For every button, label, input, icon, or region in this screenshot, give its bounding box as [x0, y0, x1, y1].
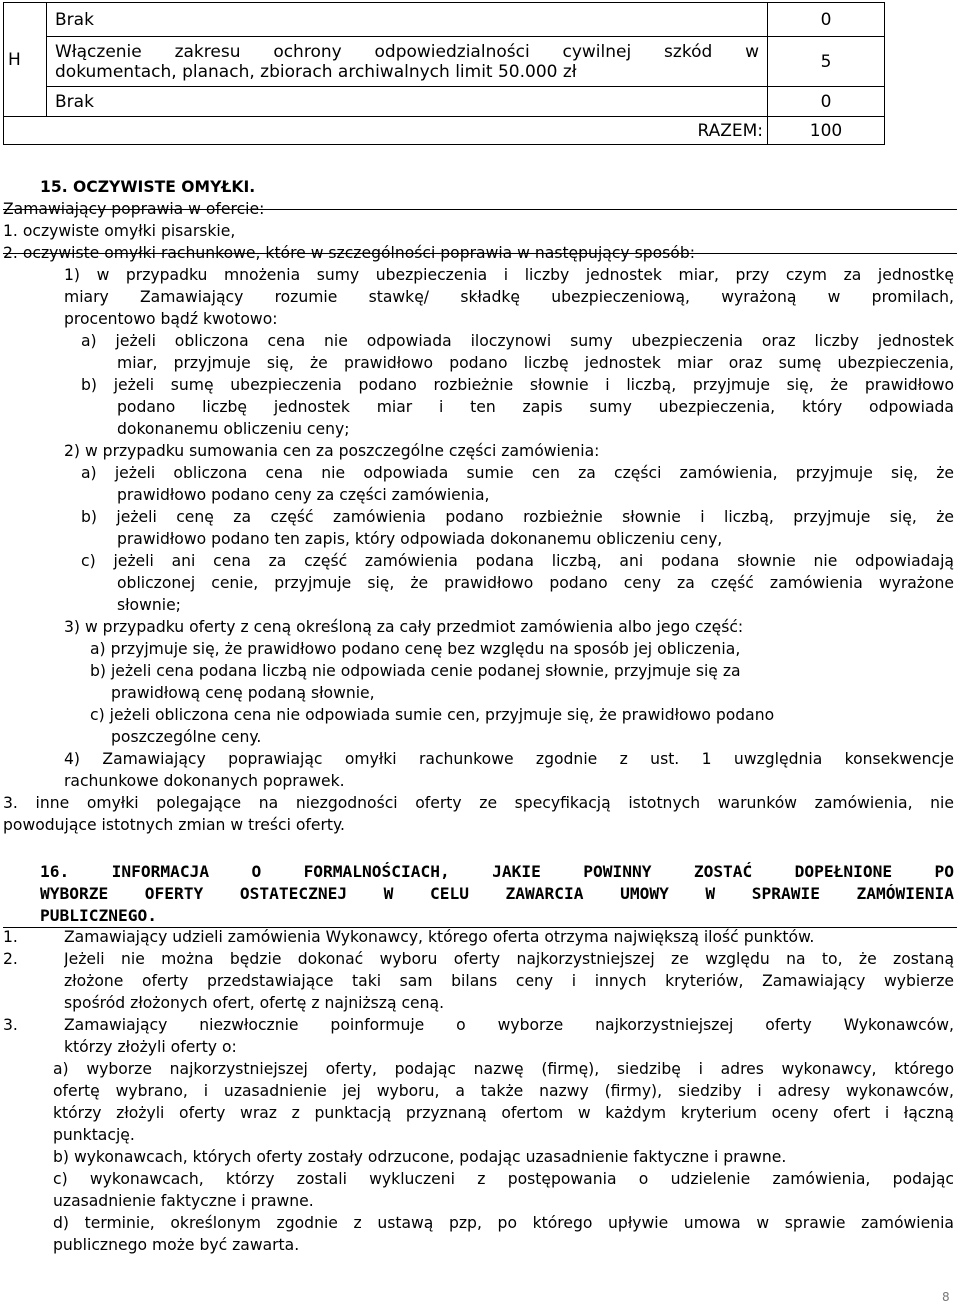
s16-3a-line3: którzy złożyli oferty wraz z punktacją przyznaną ofertom w każdym kryterium oceny ofert i łączną [53, 1104, 954, 1122]
s15-item-2a-line1: a) jeżeli obliczona cena nie odpowiada sumie cen za części zamówienia, przyjmuje się, że [81, 464, 954, 482]
s15-item-1b-line3: dokonanemu obliczeniu ceny; [117, 420, 350, 438]
s15-point-3-line1: 3. inne omyłki polegające na niezgodności oferty ze specyfikacją istotnych warunków zamówienia, nie [3, 794, 954, 812]
s16-num-1: 1. [3, 928, 18, 946]
table-row [47, 37, 768, 87]
s16-point-2-line2: złożone oferty przedstawiające taki sam bilans ceny i innych kryteriów, Zamawiający wybierze [64, 972, 954, 990]
s15-item-2b-line2: prawidłowo podano ten zapis, który odpowiada dokonanemu obliczeniu ceny, [117, 530, 723, 548]
row-label-line2: dokumentach, planach, zbiorach archiwalnych limit 50.000 zł [55, 61, 577, 82]
s15-item-2: 2) w przypadku sumowania cen za poszczególne części zamówienia: [64, 442, 600, 460]
s16-3a-line4: punktację. [53, 1126, 135, 1144]
s15-item-3a: a) przyjmuje się, że prawidłowo podano cenę bez względu na sposób jej obliczenia, [90, 640, 741, 658]
row-label-line1 [55, 42, 759, 62]
s16-3d-line2: publicznego może być zawarta. [53, 1236, 300, 1254]
table-row [47, 3, 768, 37]
s16-3c-line2: uzasadnienie faktyczne i prawne. [53, 1192, 314, 1210]
word: w [745, 41, 759, 62]
row-points [768, 37, 885, 87]
section-16-heading-line2: WYBORZE OFERTY OSTATECZNEJ W CELU ZAWARCIA UMOWY W SPRAWIE ZAMÓWIENIA [40, 884, 954, 903]
row-label-h [4, 3, 47, 117]
s15-item-2b-line1: b) jeżeli cenę za część zamówienia podano rozbieżnie słownie i liczbą, przyjmuje się, że [81, 508, 954, 526]
scoring-table [3, 2, 885, 145]
s16-3c-line1: c) wykonawcach, którzy zostali wykluczeni z postępowania o udzielenie zamówienia, podając [53, 1170, 954, 1188]
s15-item-3c-line2: poszczególne ceny. [111, 728, 262, 746]
s16-point-2-line1: Jeżeli nie można będzie dokonać wyboru oferty najkorzystniejszej ze względu na to, że zostaną [64, 950, 954, 968]
s16-3b-line1: b) wykonawcach, których oferty zostały odrzucone, podając uzasadnienie faktyczne i prawne. [53, 1148, 787, 1166]
s15-item-1a-line1: a) jeżeli obliczona cena nie odpowiada iloczynowi sumy ubezpieczenia oraz liczby jednostek [81, 332, 954, 350]
s15-item-3b-line2: prawidłową cenę podaną słownie, [111, 684, 375, 702]
word: zakresu [174, 41, 241, 62]
s15-point-1: 1. oczywiste omyłki pisarskie, [3, 222, 236, 240]
s15-point-2: 2. oczywiste omyłki rachunkowe, które w szczególności poprawia w następujący sposób: [3, 244, 695, 262]
s15-point-3-line2: powodujące istotnych zmian w treści oferty. [3, 816, 345, 834]
section-16-heading-line1: 16. INFORMACJA O FORMALNOŚCIACH, JAKIE POWINNY ZOSTAĆ DOPEŁNIONE PO [40, 862, 954, 881]
row-label: Brak [55, 9, 94, 30]
s16-point-2-line3: spośród złożonych ofert, ofertę z najniższą ceną. [64, 994, 445, 1012]
section-15-heading: 15. OCZYWISTE OMYŁKI. [40, 178, 256, 196]
section-16-heading-line3: PUBLICZNEGO. [40, 906, 157, 925]
s15-item-2c-line3: słownie; [117, 596, 181, 614]
s15-item-4-line1: 4) Zamawiający poprawiając omyłki rachunkowe zgodnie z ust. 1 uwzględnia konsekwencje [64, 750, 954, 768]
points-value: 0 [820, 9, 832, 30]
s16-point-3-line1: Zamawiający niezwłocznie poinformuje o wyborze najkorzystniejszej oferty Wykonawców, [64, 1016, 954, 1034]
s15-item-1-line2: miary Zamawiający rozumie stawkę/ składkę ubezpieczeniową, wyrażoną w promilach, [64, 288, 954, 306]
row-points [768, 87, 885, 117]
word: szkód [664, 41, 713, 62]
points-value: 5 [820, 51, 832, 72]
s16-num-3: 3. [3, 1016, 18, 1034]
h-label: H [8, 49, 21, 70]
word: Włączenie [55, 41, 142, 62]
s16-num-2: 2. [3, 950, 18, 968]
s15-item-1b-line2: podano liczbę jednostek miar i ten zapis sumy ubezpieczenia, który odpowiada [117, 398, 954, 416]
row-label: Brak [55, 91, 94, 112]
s16-3a-line1: a) wyborze najkorzystniejszej oferty, podając nazwę (firmę), siedzibę i adres wykonawcy, którego [53, 1060, 954, 1078]
word: odpowiedzialności [374, 41, 530, 62]
s15-item-1-line1: 1) w przypadku mnożenia sumy ubezpieczenia i liczby jednostek miar, przy czym za jednostkę [64, 266, 954, 284]
total-value-cell [768, 117, 885, 145]
points-value: 0 [820, 91, 832, 112]
total-value: 100 [809, 120, 843, 141]
page-number: 8 [942, 1290, 950, 1304]
s15-item-4-line2: rachunkowe dokonanych poprawek. [64, 772, 345, 790]
word: cywilnej [562, 41, 632, 62]
s15-item-1-line3: procentowo bądź kwotowo: [64, 310, 278, 328]
s15-intro: Zamawiający poprawia w ofercie: [3, 200, 265, 218]
s15-item-3c-line1: c) jeżeli obliczona cena nie odpowiada sumie cen, przyjmuje się, że prawidłowo podano [90, 706, 775, 724]
s16-3d-line1: d) terminie, określonym zgodnie z ustawą pzp, po którego upływie umowa w sprawie zamówienia [53, 1214, 954, 1232]
table-row [47, 87, 768, 117]
total-label-cell [4, 117, 768, 145]
s16-point-3-line2: którzy złożyli oferty o: [64, 1038, 237, 1056]
s15-item-3b-line1: b) jeżeli cena podana liczbą nie odpowiada cenie podanej słownie, przyjmuje się za [90, 662, 741, 680]
s15-item-2c-line1: c) jeżeli ani cena za część zamówienia podana liczbą, ani podana słownie nie odpowiadają [81, 552, 954, 570]
word: ochrony [273, 41, 342, 62]
s15-item-3: 3) w przypadku oferty z ceną określoną za cały przedmiot zamówienia albo jego część: [64, 618, 744, 636]
s15-item-2c-line2: obliczonej cenie, przyjmuje się, że prawidłowo podano ceny za część zamówienia wyrażone [117, 574, 954, 592]
s15-item-1a-line2: miar, przyjmuje się, że prawidłowo podano liczbę jednostek miar oraz sumę ubezpieczenia, [117, 354, 954, 372]
s16-point-1: Zamawiający udzieli zamówienia Wykonawcy, którego oferta otrzyma największą ilość punktów. [64, 928, 815, 946]
total-label: RAZEM: [697, 120, 763, 141]
s15-item-1b-line1: b) jeżeli sumę ubezpieczenia podano rozbieżnie słownie i liczbą, przyjmuje się, że prawidłowo [81, 376, 954, 394]
s16-3a-line2: ofertę wybrano, i uzasadnienie jej wyboru, a także nazwy (firmy), siedziby i adresy wykonawców, [53, 1082, 954, 1100]
row-points [768, 3, 885, 37]
s15-item-2a-line2: prawidłowo podano ceny za części zamówienia, [117, 486, 490, 504]
